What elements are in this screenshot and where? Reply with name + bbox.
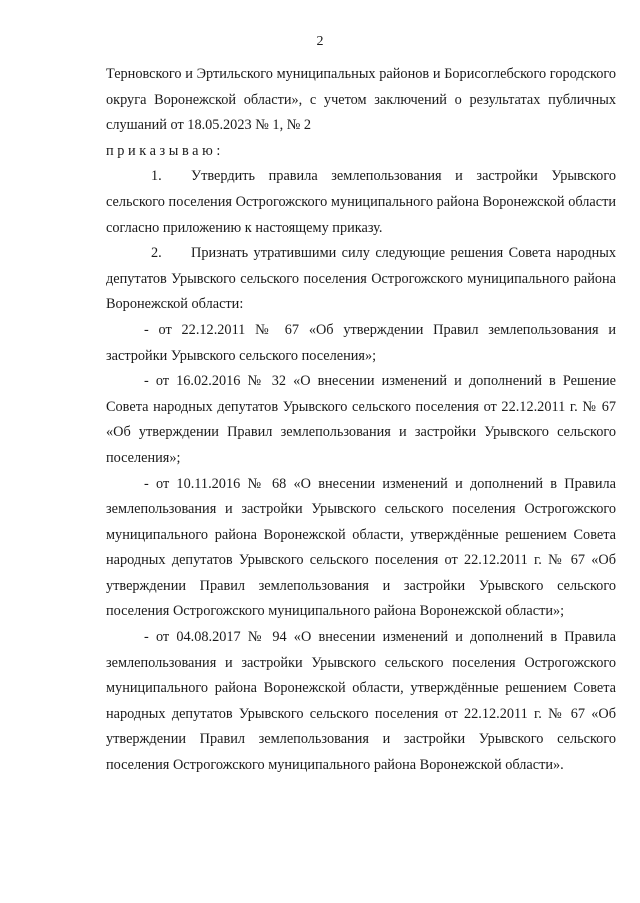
intro-paragraph: Терновского и Эртильского муниципальных районов и Борисоглебского городского округа Воронежской области», с учетом заключений о результатах публичных слушаний от 18.05.2023 № 1, № 2 (106, 66, 616, 134)
order-word: приказываю: (106, 142, 224, 159)
decision-item: - от 10.11.2016 № 68 «О внесении изменений и дополнений в Правила землепользования и застройки Урывского сельского поселения Острогожского муниципального района Воронежской области, утверждённые решением Совета народных депутатов Урывского сельского поселения от 22.12.2011 г. № 67 «Об утверждении Правил землепользования и застройки Урывского сельского поселения Острогожского муниципального района Воронежской области»; (106, 475, 616, 620)
item-1 (106, 164, 616, 241)
item-number: 2. (151, 245, 162, 262)
item-text: Утвердить правила землепользования и застройки Урывского сельского поселения Острогожского муниципального района Воронежской области согласно приложению к настоящему приказу. (106, 168, 616, 236)
decision-item: - от 22.12.2011 № 67 «Об утверждении Правил землепользования и застройки Урывского сельского поселения»; (106, 321, 616, 364)
item-text: Признать утратившими силу следующие решения Совета народных депутатов Урывского сельского поселения Острогожского муниципального района Воронежской области: (106, 245, 616, 313)
document-body (106, 62, 616, 779)
decision-item: - от 16.02.2016 № 32 «О внесении изменений и дополнений в Решение Совета народных депутатов Урывского сельского поселения от 22.12.2011 г. № 67 «Об утверждении Правил землепользования и застройки Урывского сельского поселения»; (106, 373, 616, 466)
page-number: 2 (316, 34, 324, 49)
item-number: 1. (151, 168, 162, 185)
item-2 (106, 241, 616, 318)
decision-item: - от 04.08.2017 № 94 «О внесении изменений и дополнений в Правила землепользования и застройки Урывского сельского поселения Острогожского муниципального района Воронежской области, утверждённые решением Совета народных депутатов Урывского сельского поселения от 22.12.2011 г. № 67 «Об утверждении Правил землепользования и застройки Урывского сельского поселения Острогожского муниципального района Воронежской области». (106, 629, 616, 774)
